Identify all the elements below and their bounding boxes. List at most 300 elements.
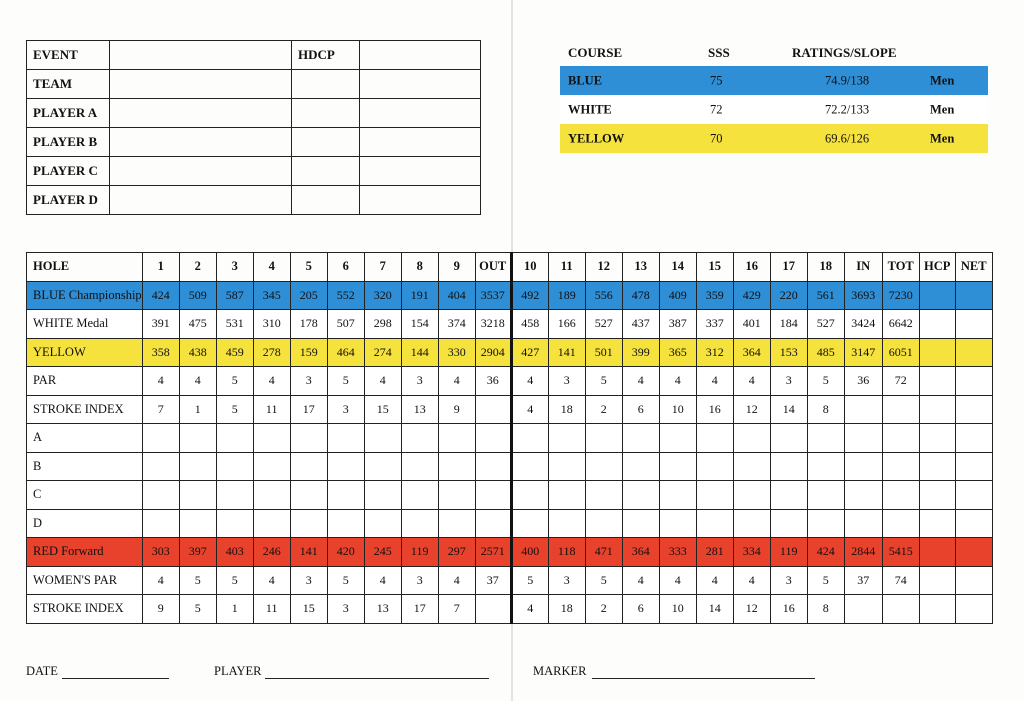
score-cell: 36 <box>844 367 882 396</box>
score-cell: 399 <box>622 338 659 367</box>
score-cell: 438 <box>179 338 216 367</box>
rating-row-blue <box>560 66 988 95</box>
score-cell: 3 <box>770 367 807 396</box>
score-input-cell[interactable] <box>179 424 216 453</box>
score-input-cell[interactable] <box>179 481 216 510</box>
player-line[interactable] <box>265 678 489 679</box>
score-row <box>27 566 993 595</box>
hole-header-cell: TOT <box>882 253 919 282</box>
player-c-label: PLAYER C <box>27 157 110 186</box>
row-label: BLUE Championship <box>27 281 143 310</box>
score-cell: 4 <box>438 566 475 595</box>
score-cell: 1 <box>179 395 216 424</box>
gender-label: Men <box>930 131 955 145</box>
team-row <box>27 70 481 99</box>
hole-header-cell: 7 <box>364 253 401 282</box>
score-input-cell[interactable] <box>142 509 179 538</box>
score-input-cell[interactable] <box>844 452 882 481</box>
score-cell: 4 <box>511 395 548 424</box>
score-input-cell[interactable] <box>955 281 992 310</box>
score-cell: 37 <box>475 566 511 595</box>
score-input-cell[interactable] <box>142 424 179 453</box>
score-input-cell[interactable] <box>919 538 955 567</box>
score-input-cell[interactable] <box>290 481 327 510</box>
score-input-cell[interactable] <box>955 310 992 339</box>
score-cell: 281 <box>696 538 733 567</box>
score-input-cell[interactable] <box>475 509 511 538</box>
score-cell: 3147 <box>844 338 882 367</box>
player-a-hdcp-field[interactable] <box>292 99 360 128</box>
score-cell: 6 <box>622 395 659 424</box>
hole-header-cell: 15 <box>696 253 733 282</box>
score-cell: 178 <box>290 310 327 339</box>
hole-header-cell: 17 <box>770 253 807 282</box>
score-cell: 459 <box>216 338 253 367</box>
course-header: COURSE <box>568 45 623 60</box>
score-input-cell[interactable] <box>919 281 955 310</box>
player-d-hdcp-field[interactable] <box>292 186 360 215</box>
score-input-cell[interactable] <box>364 509 401 538</box>
score-cell: 4 <box>696 566 733 595</box>
score-cell: 471 <box>585 538 622 567</box>
score-cell: 3218 <box>475 310 511 339</box>
row-label: RED Forward <box>27 538 143 567</box>
score-cell: 400 <box>511 538 548 567</box>
score-row <box>27 452 993 481</box>
score-input-cell[interactable] <box>401 424 438 453</box>
hole-label: HOLE <box>27 253 143 282</box>
score-cell: 556 <box>585 281 622 310</box>
sss-value: 75 <box>710 73 723 87</box>
score-input-cell[interactable] <box>807 452 844 481</box>
row-label: B <box>27 452 143 481</box>
score-cell: 4 <box>511 595 548 624</box>
score-cell: 36 <box>475 367 511 396</box>
score-input-cell[interactable] <box>919 566 955 595</box>
score-cell: 5 <box>585 367 622 396</box>
score-input-cell[interactable] <box>364 452 401 481</box>
score-input-cell[interactable] <box>919 452 955 481</box>
course-name: WHITE <box>568 102 612 116</box>
score-cell: 552 <box>327 281 364 310</box>
score-input-cell[interactable] <box>548 481 585 510</box>
score-input-cell[interactable] <box>622 452 659 481</box>
score-input-cell[interactable] <box>327 452 364 481</box>
score-cell: 8 <box>807 395 844 424</box>
ratings-header <box>560 40 988 66</box>
score-input-cell[interactable] <box>919 424 955 453</box>
score-cell: 15 <box>290 595 327 624</box>
score-cell: 3 <box>327 395 364 424</box>
score-input-cell[interactable] <box>438 509 475 538</box>
hole-header-cell: OUT <box>475 253 511 282</box>
score-input-cell[interactable] <box>585 509 622 538</box>
score-input-cell[interactable] <box>216 481 253 510</box>
score-cell: 5 <box>511 566 548 595</box>
player-b-extra-field[interactable] <box>360 128 481 157</box>
score-cell: 5 <box>807 367 844 396</box>
score-cell: 3 <box>401 566 438 595</box>
score-cell: 297 <box>438 538 475 567</box>
score-input-cell[interactable] <box>955 595 992 624</box>
score-cell: 119 <box>401 538 438 567</box>
score-input-cell[interactable] <box>955 338 992 367</box>
score-cell: 5 <box>585 566 622 595</box>
hole-header-row <box>27 253 993 282</box>
score-input-cell[interactable] <box>364 481 401 510</box>
hole-header-cell: 4 <box>253 253 290 282</box>
score-input-cell[interactable] <box>438 452 475 481</box>
gender-label: Men <box>930 73 955 87</box>
score-input-cell[interactable] <box>511 452 548 481</box>
score-cell: 334 <box>733 538 770 567</box>
score-input-cell[interactable] <box>216 452 253 481</box>
score-input-cell[interactable] <box>179 452 216 481</box>
score-cell: 141 <box>290 538 327 567</box>
score-input-cell[interactable] <box>919 481 955 510</box>
team-label: TEAM <box>27 70 110 99</box>
score-cell: 11 <box>253 395 290 424</box>
score-input-cell[interactable] <box>253 424 290 453</box>
score-cell: 509 <box>179 281 216 310</box>
score-row <box>27 338 993 367</box>
player-b-hdcp-field[interactable] <box>292 128 360 157</box>
score-input-cell[interactable] <box>807 481 844 510</box>
score-input-cell[interactable] <box>955 395 992 424</box>
score-cell: 5 <box>179 595 216 624</box>
player-c-field[interactable] <box>110 157 292 186</box>
row-label: PAR <box>27 367 143 396</box>
score-input-cell[interactable] <box>548 424 585 453</box>
score-cell: 13 <box>364 595 401 624</box>
score-input-cell[interactable] <box>585 424 622 453</box>
score-input-cell[interactable] <box>475 424 511 453</box>
rating-slope-value: 74.9/138 <box>825 73 870 87</box>
score-cell: 4 <box>622 367 659 396</box>
score-cell: 144 <box>401 338 438 367</box>
score-input-cell[interactable] <box>511 481 548 510</box>
score-cell: 365 <box>659 338 696 367</box>
score-input-cell[interactable] <box>696 509 733 538</box>
score-cell: 11 <box>253 595 290 624</box>
hole-header-cell: 5 <box>290 253 327 282</box>
course-name: YELLOW <box>568 131 625 145</box>
event-row <box>27 41 481 70</box>
row-label: STROKE INDEX <box>27 595 143 624</box>
score-input-cell[interactable] <box>955 509 992 538</box>
score-input-cell[interactable] <box>733 452 770 481</box>
score-input-cell[interactable] <box>253 509 290 538</box>
gender-label: Men <box>930 102 955 116</box>
score-cell: 74 <box>882 566 919 595</box>
player-b-label: PLAYER B <box>27 128 110 157</box>
row-label: C <box>27 481 143 510</box>
score-input-cell[interactable] <box>807 424 844 453</box>
player-label: PLAYER <box>214 664 262 678</box>
player-b-field[interactable] <box>110 128 292 157</box>
score-input-cell[interactable] <box>696 481 733 510</box>
score-input-cell[interactable] <box>955 481 992 510</box>
score-input-cell[interactable] <box>733 481 770 510</box>
ratings-slope-header: RATINGS/SLOPE <box>792 45 897 60</box>
score-input-cell[interactable] <box>622 481 659 510</box>
score-cell <box>882 395 919 424</box>
score-input-cell[interactable] <box>770 424 807 453</box>
player-c-extra-field[interactable] <box>360 157 481 186</box>
score-input-cell[interactable] <box>919 395 955 424</box>
score-cell: 5 <box>327 566 364 595</box>
score-cell: 437 <box>622 310 659 339</box>
score-cell <box>882 595 919 624</box>
score-input-cell[interactable] <box>511 424 548 453</box>
score-input-cell[interactable] <box>327 424 364 453</box>
player-d-field[interactable] <box>110 186 292 215</box>
score-cell: 15 <box>364 395 401 424</box>
score-cell: 391 <box>142 310 179 339</box>
score-cell: 37 <box>844 566 882 595</box>
date-line[interactable] <box>62 678 169 679</box>
score-input-cell[interactable] <box>919 338 955 367</box>
score-cell: 205 <box>290 281 327 310</box>
score-input-cell[interactable] <box>955 367 992 396</box>
score-input-cell[interactable] <box>733 509 770 538</box>
score-cell: 245 <box>364 538 401 567</box>
score-input-cell[interactable] <box>955 452 992 481</box>
score-cell: 404 <box>438 281 475 310</box>
score-input-cell[interactable] <box>179 509 216 538</box>
score-input-cell[interactable] <box>882 509 919 538</box>
row-label: WOMEN'S PAR <box>27 566 143 595</box>
rating-row-yellow <box>560 124 988 153</box>
score-input-cell[interactable] <box>919 310 955 339</box>
score-cell: 4 <box>733 367 770 396</box>
score-cell: 303 <box>142 538 179 567</box>
score-input-cell[interactable] <box>327 509 364 538</box>
hole-header-cell: 12 <box>585 253 622 282</box>
score-cell: 401 <box>733 310 770 339</box>
score-input-cell[interactable] <box>438 481 475 510</box>
score-cell: 4 <box>659 367 696 396</box>
score-cell: 298 <box>364 310 401 339</box>
score-cell: 17 <box>290 395 327 424</box>
score-input-cell[interactable] <box>401 481 438 510</box>
score-input-cell[interactable] <box>622 509 659 538</box>
score-input-cell[interactable] <box>475 481 511 510</box>
player-c-row <box>27 157 481 186</box>
score-input-cell[interactable] <box>511 509 548 538</box>
score-input-cell[interactable] <box>882 424 919 453</box>
score-input-cell[interactable] <box>142 481 179 510</box>
hole-header-cell: 6 <box>327 253 364 282</box>
score-input-cell[interactable] <box>919 367 955 396</box>
row-label: A <box>27 424 143 453</box>
score-cell: 159 <box>290 338 327 367</box>
score-cell: 409 <box>659 281 696 310</box>
score-cell: 191 <box>401 281 438 310</box>
score-row <box>27 424 993 453</box>
score-cell: 561 <box>807 281 844 310</box>
score-row <box>27 538 993 567</box>
score-input-cell[interactable] <box>844 424 882 453</box>
score-cell: 184 <box>770 310 807 339</box>
score-input-cell[interactable] <box>327 481 364 510</box>
score-cell: 374 <box>438 310 475 339</box>
hole-header-cell: 3 <box>216 253 253 282</box>
score-cell: 387 <box>659 310 696 339</box>
score-input-cell[interactable] <box>438 424 475 453</box>
score-cell: 337 <box>696 310 733 339</box>
player-a-extra-field[interactable] <box>360 99 481 128</box>
score-input-cell[interactable] <box>696 424 733 453</box>
player-a-field[interactable] <box>110 99 292 128</box>
player-d-extra-field[interactable] <box>360 186 481 215</box>
hole-header-cell: NET <box>955 253 992 282</box>
score-cell: 3 <box>548 367 585 396</box>
hole-header-cell: IN <box>844 253 882 282</box>
score-cell: 464 <box>327 338 364 367</box>
score-input-cell[interactable] <box>955 424 992 453</box>
hole-header-cell: 16 <box>733 253 770 282</box>
hole-header-cell: 13 <box>622 253 659 282</box>
score-input-cell[interactable] <box>253 452 290 481</box>
score-input-cell[interactable] <box>548 452 585 481</box>
score-cell: 7 <box>438 595 475 624</box>
team-field[interactable] <box>110 70 292 99</box>
score-input-cell[interactable] <box>290 509 327 538</box>
score-input-cell[interactable] <box>844 509 882 538</box>
score-input-cell[interactable] <box>216 509 253 538</box>
score-cell: 429 <box>733 281 770 310</box>
score-input-cell[interactable] <box>290 424 327 453</box>
score-cell: 3 <box>290 566 327 595</box>
score-input-cell[interactable] <box>770 481 807 510</box>
score-input-cell[interactable] <box>955 566 992 595</box>
score-cell: 274 <box>364 338 401 367</box>
team-hdcp-field[interactable] <box>292 70 360 99</box>
score-cell: 246 <box>253 538 290 567</box>
score-input-cell[interactable] <box>585 481 622 510</box>
score-cell: 3537 <box>475 281 511 310</box>
score-cell: 13 <box>401 395 438 424</box>
score-input-cell[interactable] <box>364 424 401 453</box>
score-cell: 220 <box>770 281 807 310</box>
score-cell: 4 <box>696 367 733 396</box>
score-cell: 2904 <box>475 338 511 367</box>
player-b-row <box>27 128 481 157</box>
score-input-cell[interactable] <box>770 452 807 481</box>
team-extra-field[interactable] <box>360 70 481 99</box>
score-input-cell[interactable] <box>475 452 511 481</box>
score-cell: 7 <box>142 395 179 424</box>
score-input-cell[interactable] <box>882 481 919 510</box>
score-row <box>27 509 993 538</box>
score-cell: 4 <box>142 566 179 595</box>
player-d-label: PLAYER D <box>27 186 110 215</box>
score-cell <box>844 395 882 424</box>
sss-value: 70 <box>710 131 723 145</box>
score-row <box>27 367 993 396</box>
score-cell: 3 <box>548 566 585 595</box>
score-input-cell[interactable] <box>585 452 622 481</box>
score-cell: 320 <box>364 281 401 310</box>
row-label: D <box>27 509 143 538</box>
row-label: WHITE Medal <box>27 310 143 339</box>
score-row <box>27 281 993 310</box>
score-cell: 310 <box>253 310 290 339</box>
score-cell: 527 <box>807 310 844 339</box>
score-cell: 424 <box>807 538 844 567</box>
score-cell: 364 <box>622 538 659 567</box>
score-cell: 587 <box>216 281 253 310</box>
player-info-table <box>26 40 481 215</box>
score-cell: 2844 <box>844 538 882 567</box>
score-input-cell[interactable] <box>659 481 696 510</box>
score-cell: 5 <box>179 566 216 595</box>
score-cell: 4 <box>142 367 179 396</box>
score-input-cell[interactable] <box>696 452 733 481</box>
score-cell: 330 <box>438 338 475 367</box>
score-cell: 7230 <box>882 281 919 310</box>
hdcp-field[interactable] <box>360 41 481 70</box>
player-a-row <box>27 99 481 128</box>
score-input-cell[interactable] <box>401 509 438 538</box>
event-field[interactable] <box>110 41 292 70</box>
score-cell: 5 <box>327 367 364 396</box>
score-cell: 18 <box>548 395 585 424</box>
score-input-cell[interactable] <box>844 481 882 510</box>
score-cell: 345 <box>253 281 290 310</box>
score-input-cell[interactable] <box>770 509 807 538</box>
score-input-cell[interactable] <box>659 509 696 538</box>
score-input-cell[interactable] <box>659 452 696 481</box>
score-input-cell[interactable] <box>919 509 955 538</box>
score-cell: 4 <box>622 566 659 595</box>
score-cell: 16 <box>696 395 733 424</box>
score-input-cell[interactable] <box>622 424 659 453</box>
hole-header-cell: 9 <box>438 253 475 282</box>
score-cell: 358 <box>142 338 179 367</box>
score-input-cell[interactable] <box>955 538 992 567</box>
score-cell: 485 <box>807 338 844 367</box>
marker-line[interactable] <box>592 678 815 679</box>
score-input-cell[interactable] <box>548 509 585 538</box>
score-cell: 4 <box>253 566 290 595</box>
player-c-hdcp-field[interactable] <box>292 157 360 186</box>
score-cell: 5 <box>216 395 253 424</box>
score-input-cell[interactable] <box>807 509 844 538</box>
score-input-cell[interactable] <box>290 452 327 481</box>
ratings-rows <box>560 66 988 153</box>
score-input-cell[interactable] <box>253 481 290 510</box>
player-d-row <box>27 186 481 215</box>
score-input-cell[interactable] <box>142 452 179 481</box>
score-cell: 397 <box>179 538 216 567</box>
score-input-cell[interactable] <box>216 424 253 453</box>
score-input-cell[interactable] <box>882 452 919 481</box>
score-cell: 8 <box>807 595 844 624</box>
score-cell: 359 <box>696 281 733 310</box>
score-cell: 6642 <box>882 310 919 339</box>
score-cell: 427 <box>511 338 548 367</box>
score-input-cell[interactable] <box>401 452 438 481</box>
hole-header-cell: 1 <box>142 253 179 282</box>
score-input-cell[interactable] <box>659 424 696 453</box>
score-input-cell[interactable] <box>733 424 770 453</box>
score-cell: 3 <box>290 367 327 396</box>
hole-header-cell: 2 <box>179 253 216 282</box>
score-cell: 4 <box>364 566 401 595</box>
score-input-cell[interactable] <box>919 595 955 624</box>
